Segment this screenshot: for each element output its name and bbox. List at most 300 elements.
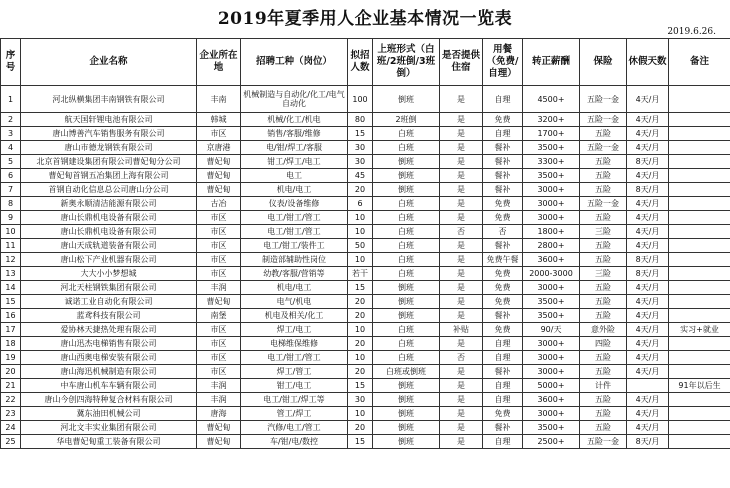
table-cell: 4天/月 — [627, 421, 669, 435]
table-cell — [669, 127, 730, 141]
table-cell: 3000+ — [523, 365, 580, 379]
table-cell: 五险 — [580, 295, 627, 309]
column-header: 备注 — [669, 39, 730, 86]
table-cell: 五险一金 — [580, 86, 627, 113]
table-cell: 20 — [348, 309, 373, 323]
table-cell: 河北文丰实业集团有限公司 — [21, 421, 197, 435]
table-cell: 白班 — [373, 197, 440, 211]
table-row — [1, 351, 730, 365]
table-cell: 是 — [440, 407, 483, 421]
table-cell: 免费 — [483, 267, 523, 281]
table-cell: 9 — [1, 211, 21, 225]
table-cell: 五险 — [580, 309, 627, 323]
table-cell: 唐山海迅机械制造有限公司 — [21, 365, 197, 379]
table-cell: 2500+ — [523, 435, 580, 449]
table-cell: 市区 — [197, 365, 241, 379]
table-cell: 白班 — [373, 337, 440, 351]
table-cell: 古冶 — [197, 197, 241, 211]
table-cell: 10 — [348, 253, 373, 267]
table-row — [1, 337, 730, 351]
table-cell: 补贴 — [440, 323, 483, 337]
table-cell: 是 — [440, 239, 483, 253]
table-cell: 20 — [1, 365, 21, 379]
table-cell: 丰南 — [197, 86, 241, 113]
table-cell: 电工 — [241, 169, 348, 183]
table-cell: 自理 — [483, 351, 523, 365]
table-row — [1, 141, 730, 155]
table-cell: 白班 — [373, 351, 440, 365]
table-cell: 电气/机电 — [241, 295, 348, 309]
table-cell: 机电/电工 — [241, 183, 348, 197]
table-cell: 大大小小梦想城 — [21, 267, 197, 281]
table-cell — [669, 113, 730, 127]
table-cell: 倒班 — [373, 281, 440, 295]
table-cell — [669, 86, 730, 113]
table-cell: 3500+ — [523, 295, 580, 309]
table-cell: 电工/钳工/管工 — [241, 211, 348, 225]
table-cell: 是 — [440, 379, 483, 393]
table-cell: 丰润 — [197, 393, 241, 407]
table-row — [1, 295, 730, 309]
table-cell: 餐补 — [483, 169, 523, 183]
table-cell: 7 — [1, 183, 21, 197]
table-cell: 免费 — [483, 113, 523, 127]
table-cell: 唐山西奥电梯安装有限公司 — [21, 351, 197, 365]
table-cell: 五险一金 — [580, 113, 627, 127]
table-cell: 是 — [440, 253, 483, 267]
table-cell: 韩城 — [197, 113, 241, 127]
table-cell: 市区 — [197, 337, 241, 351]
table-cell: 唐山长鼎机电设备有限公司 — [21, 211, 197, 225]
table-cell: 机械/化工/机电 — [241, 113, 348, 127]
table-cell: 8 — [1, 197, 21, 211]
table-cell: 白班或倒班 — [373, 365, 440, 379]
table-cell: 北京首钢建设集团有限公司曹妃甸分公司 — [21, 155, 197, 169]
table-cell: 23 — [1, 407, 21, 421]
table-cell: 3000+ — [523, 407, 580, 421]
table-cell: 曹妃甸 — [197, 421, 241, 435]
table-cell: 4 — [1, 141, 21, 155]
table-cell — [627, 379, 669, 393]
table-cell: 三险 — [580, 267, 627, 281]
table-cell: 五险 — [580, 127, 627, 141]
table-cell: 丰润 — [197, 281, 241, 295]
table-row — [1, 113, 730, 127]
table-cell: 倒班 — [373, 407, 440, 421]
table-cell: 华电曹妃甸重工装备有限公司 — [21, 435, 197, 449]
column-header: 招聘工种（岗位） — [241, 39, 348, 86]
table-cell: 五险一金 — [580, 141, 627, 155]
table-cell: 10 — [348, 225, 373, 239]
table-cell: 倒班 — [373, 155, 440, 169]
table-cell: 3500+ — [523, 141, 580, 155]
table-cell: 免费 — [483, 211, 523, 225]
table-cell — [669, 169, 730, 183]
table-cell — [669, 155, 730, 169]
table-cell: 否 — [440, 351, 483, 365]
table-cell: 3000+ — [523, 351, 580, 365]
table-cell: 4天/月 — [627, 211, 669, 225]
table-cell: 市区 — [197, 239, 241, 253]
table-cell: 8天/月 — [627, 253, 669, 267]
table-cell: 10 — [348, 407, 373, 421]
table-cell — [669, 393, 730, 407]
table-row — [1, 421, 730, 435]
table-cell: 唐山松下产业机器有限公司 — [21, 253, 197, 267]
table-cell: 实习+就业 — [669, 323, 730, 337]
table-cell — [669, 365, 730, 379]
table-cell: 市区 — [197, 127, 241, 141]
table-cell: 4天/月 — [627, 365, 669, 379]
table-cell: 三险 — [580, 225, 627, 239]
table-cell: 100 — [348, 86, 373, 113]
table-cell: 电工/钳工/管工 — [241, 351, 348, 365]
table-cell: 4天/月 — [627, 407, 669, 421]
table-cell: 5000+ — [523, 379, 580, 393]
table-cell: 京唐港 — [197, 141, 241, 155]
table-cell: 3000+ — [523, 211, 580, 225]
table-row — [1, 435, 730, 449]
table-cell: 餐补 — [483, 183, 523, 197]
table-cell: 焊工/电工 — [241, 323, 348, 337]
table-cell: 唐山迅杰电梯销售有限公司 — [21, 337, 197, 351]
table-cell: 4天/月 — [627, 127, 669, 141]
table-cell: 8天/月 — [627, 183, 669, 197]
table-cell: 电/钳/焊工/客服 — [241, 141, 348, 155]
table-cell: 是 — [440, 393, 483, 407]
table-cell: 白班 — [373, 127, 440, 141]
table-cell: 市区 — [197, 351, 241, 365]
table-cell: 白班 — [373, 225, 440, 239]
table-cell: 3500+ — [523, 309, 580, 323]
table-cell: 电工/钳工/装件工 — [241, 239, 348, 253]
table-cell: 餐补 — [483, 421, 523, 435]
table-cell: 五险 — [580, 211, 627, 225]
table-cell: 80 — [348, 113, 373, 127]
table-cell: 机械制造与自动化/化工/电气自动化 — [241, 86, 348, 113]
table-cell: 否 — [440, 225, 483, 239]
table-cell: 汽修/电工/管工 — [241, 421, 348, 435]
table-cell: 4天/月 — [627, 323, 669, 337]
table-cell: 4天/月 — [627, 169, 669, 183]
table-cell: 钳工/电工 — [241, 379, 348, 393]
table-cell: 6 — [348, 197, 373, 211]
table-cell: 自理 — [483, 435, 523, 449]
table-cell: 五险 — [580, 421, 627, 435]
table-cell: 20 — [348, 337, 373, 351]
table-cell: 4天/月 — [627, 281, 669, 295]
table-cell: 航天国轩锂电池有限公司 — [21, 113, 197, 127]
table-cell — [669, 253, 730, 267]
table-cell: 12 — [1, 253, 21, 267]
table-cell: 白班 — [373, 323, 440, 337]
table-row — [1, 281, 730, 295]
table-cell: 1700+ — [523, 127, 580, 141]
table-cell: 五险 — [580, 351, 627, 365]
table-cell: 市区 — [197, 211, 241, 225]
table-cell: 15 — [348, 281, 373, 295]
table-cell: 3000+ — [523, 183, 580, 197]
table-cell: 90/天 — [523, 323, 580, 337]
table-cell: 五险 — [580, 393, 627, 407]
table-cell: 3000+ — [523, 337, 580, 351]
table-cell: 市区 — [197, 323, 241, 337]
column-header: 用餐（免费/自理） — [483, 39, 523, 86]
table-cell: 4天/月 — [627, 225, 669, 239]
table-cell: 焊工/管工 — [241, 365, 348, 379]
table-cell: 2800+ — [523, 239, 580, 253]
table-cell: 4天/月 — [627, 113, 669, 127]
table-cell: 是 — [440, 197, 483, 211]
table-cell: 10 — [348, 323, 373, 337]
table-cell: 市区 — [197, 253, 241, 267]
table-cell: 曹妃甸 — [197, 435, 241, 449]
table-cell: 21 — [1, 379, 21, 393]
table-cell: 4天/月 — [627, 337, 669, 351]
table-cell — [669, 281, 730, 295]
table-cell: 30 — [348, 141, 373, 155]
table-cell: 是 — [440, 281, 483, 295]
table-cell: 餐补 — [483, 155, 523, 169]
table-cell: 是 — [440, 141, 483, 155]
table-cell: 免费 — [483, 407, 523, 421]
table-cell: 10 — [348, 351, 373, 365]
table-cell: 91年以后生 — [669, 379, 730, 393]
table-cell: 5 — [1, 155, 21, 169]
table-cell: 20 — [348, 365, 373, 379]
table-cell: 制造部辅助性岗位 — [241, 253, 348, 267]
table-cell: 8天/月 — [627, 267, 669, 281]
table-cell: 自理 — [483, 86, 523, 113]
table-cell: 唐山长鼎机电设备有限公司 — [21, 225, 197, 239]
table-cell: 3600+ — [523, 253, 580, 267]
table-cell: 免费 — [483, 323, 523, 337]
table-cell: 河北纵横集团丰南钢铁有限公司 — [21, 86, 197, 113]
column-header: 企业所在地 — [197, 39, 241, 86]
table-cell: 是 — [440, 183, 483, 197]
table-cell: 是 — [440, 155, 483, 169]
table-cell: 白班 — [373, 211, 440, 225]
table-cell: 车/钳/电/数控 — [241, 435, 348, 449]
table-cell: 15 — [348, 127, 373, 141]
table-row — [1, 393, 730, 407]
table-cell: 2 — [1, 113, 21, 127]
table-cell: 是 — [440, 113, 483, 127]
table-cell — [669, 435, 730, 449]
table-cell: 3600+ — [523, 393, 580, 407]
column-header: 企业名称 — [21, 39, 197, 86]
table-cell — [669, 225, 730, 239]
table-cell: 市区 — [197, 225, 241, 239]
table-cell — [669, 183, 730, 197]
table-row — [1, 365, 730, 379]
table-cell — [669, 351, 730, 365]
table-cell: 是 — [440, 337, 483, 351]
table-cell: 18 — [1, 337, 21, 351]
table-cell: 30 — [348, 155, 373, 169]
table-cell: 4天/月 — [627, 86, 669, 113]
table-cell: 2班倒 — [373, 113, 440, 127]
table-cell: 新奥永顺清洁能源有限公司 — [21, 197, 197, 211]
table-row — [1, 86, 730, 113]
table-cell: 五险 — [580, 169, 627, 183]
table-cell: 20 — [348, 295, 373, 309]
table-cell: 15 — [1, 295, 21, 309]
table-cell: 计件 — [580, 379, 627, 393]
table-cell: 销售/客服/维修 — [241, 127, 348, 141]
table-cell: 机电/电工 — [241, 281, 348, 295]
table-cell: 倒班 — [373, 295, 440, 309]
table-cell: 4天/月 — [627, 197, 669, 211]
table-cell: 2000-3000 — [523, 267, 580, 281]
table-cell: 五险一金 — [580, 435, 627, 449]
table-cell: 4天/月 — [627, 141, 669, 155]
table-cell: 爱协林天捷热处理有限公司 — [21, 323, 197, 337]
table-cell: 河北天柱钢铁集团有限公司 — [21, 281, 197, 295]
table-row — [1, 127, 730, 141]
table-cell: 3500+ — [523, 421, 580, 435]
table-cell — [669, 421, 730, 435]
table-cell: 6 — [1, 169, 21, 183]
table-row — [1, 155, 730, 169]
table-cell: 唐山今创四海特种复合材料有限公司 — [21, 393, 197, 407]
table-cell: 白班 — [373, 253, 440, 267]
table-cell: 四险 — [580, 337, 627, 351]
table-cell: 13 — [1, 267, 21, 281]
table-cell: 4天/月 — [627, 351, 669, 365]
table-cell: 五险 — [580, 155, 627, 169]
table-cell: 倒班 — [373, 86, 440, 113]
table-cell: 机电及相关/化工 — [241, 309, 348, 323]
table-cell: 15 — [348, 379, 373, 393]
table-cell: 45 — [348, 169, 373, 183]
table-cell: 倒班 — [373, 421, 440, 435]
table-cell: 3200+ — [523, 113, 580, 127]
table-cell: 自理 — [483, 379, 523, 393]
table-cell: 50 — [348, 239, 373, 253]
table-cell: 唐山博善汽车销售服务有限公司 — [21, 127, 197, 141]
table-cell: 五险一金 — [580, 197, 627, 211]
table-cell: 是 — [440, 86, 483, 113]
table-cell — [669, 239, 730, 253]
table-cell: 市区 — [197, 267, 241, 281]
table-cell: 倒班 — [373, 379, 440, 393]
table-cell — [669, 407, 730, 421]
table-cell: 20 — [348, 183, 373, 197]
table-cell: 餐补 — [483, 239, 523, 253]
column-header: 上班形式（白班/2班倒/3班倒） — [373, 39, 440, 86]
table-cell: 五险 — [580, 239, 627, 253]
table-cell: 25 — [1, 435, 21, 449]
table-row — [1, 267, 730, 281]
table-cell: 曹妃甸 — [197, 155, 241, 169]
table-cell: 南堡 — [197, 309, 241, 323]
table-cell: 白班 — [373, 267, 440, 281]
table-cell: 倒班 — [373, 169, 440, 183]
column-header: 休假天数 — [627, 39, 669, 86]
employer-table — [0, 38, 730, 449]
table-cell: 4天/月 — [627, 239, 669, 253]
table-cell: 倒班 — [373, 435, 440, 449]
table-cell: 是 — [440, 295, 483, 309]
table-row — [1, 309, 730, 323]
table-cell: 免费 — [483, 197, 523, 211]
column-header: 序号 — [1, 39, 21, 86]
column-header: 保险 — [580, 39, 627, 86]
table-cell: 倒班 — [373, 393, 440, 407]
table-cell: 19 — [1, 351, 21, 365]
table-row — [1, 323, 730, 337]
table-cell: 4天/月 — [627, 309, 669, 323]
table-cell: 幼教/客服/营销等 — [241, 267, 348, 281]
table-cell: 是 — [440, 435, 483, 449]
table-cell: 17 — [1, 323, 21, 337]
table-cell: 曹妃甸 — [197, 295, 241, 309]
table-cell: 中车唐山机车车辆有限公司 — [21, 379, 197, 393]
table-cell: 4500+ — [523, 86, 580, 113]
table-cell: 自理 — [483, 393, 523, 407]
column-header: 是否提供住宿 — [440, 39, 483, 86]
table-cell: 是 — [440, 365, 483, 379]
table-cell: 五险 — [580, 183, 627, 197]
table-cell: 是 — [440, 211, 483, 225]
table-cell: 自理 — [483, 337, 523, 351]
table-cell: 曹妃甸 — [197, 183, 241, 197]
table-cell: 电工/钳工/焊工等 — [241, 393, 348, 407]
table-cell: 3 — [1, 127, 21, 141]
table-cell — [669, 267, 730, 281]
table-cell: 4天/月 — [627, 393, 669, 407]
table-cell: 唐山天成轨道装备有限公司 — [21, 239, 197, 253]
table-cell: 免费 — [483, 295, 523, 309]
table-cell: 否 — [483, 225, 523, 239]
table-cell: 餐补 — [483, 141, 523, 155]
table-cell: 冀东油田机械公司 — [21, 407, 197, 421]
table-cell: 蓝鸢科技有限公司 — [21, 309, 197, 323]
table-cell: 餐补 — [483, 365, 523, 379]
table-cell: 3000+ — [523, 281, 580, 295]
table-cell: 是 — [440, 421, 483, 435]
table-cell: 五险 — [580, 253, 627, 267]
table-row — [1, 239, 730, 253]
table-cell: 唐海 — [197, 407, 241, 421]
table-cell: 若干 — [348, 267, 373, 281]
table-cell: 10 — [348, 211, 373, 225]
table-cell: 餐补 — [483, 309, 523, 323]
table-cell: 是 — [440, 127, 483, 141]
table-cell: 1800+ — [523, 225, 580, 239]
table-row — [1, 197, 730, 211]
table-cell: 16 — [1, 309, 21, 323]
table-cell: 倒班 — [373, 183, 440, 197]
date-label: 2019.6.26. — [667, 27, 716, 37]
column-header: 转正薪酬 — [523, 39, 580, 86]
table-cell: 管工/焊工 — [241, 407, 348, 421]
table-cell: 8天/月 — [627, 155, 669, 169]
table-cell: 意外险 — [580, 323, 627, 337]
page-title: 2019年夏季用人企业基本情况一览表 — [217, 9, 513, 29]
table-cell: 1 — [1, 86, 21, 113]
table-cell: 4天/月 — [627, 295, 669, 309]
table-cell: 自理 — [483, 127, 523, 141]
table-cell: 电梯维保维修 — [241, 337, 348, 351]
table-cell — [669, 337, 730, 351]
table-row — [1, 379, 730, 393]
table-body — [1, 86, 730, 449]
table-cell: 五险 — [580, 407, 627, 421]
table-cell — [669, 211, 730, 225]
table-cell: 15 — [348, 435, 373, 449]
